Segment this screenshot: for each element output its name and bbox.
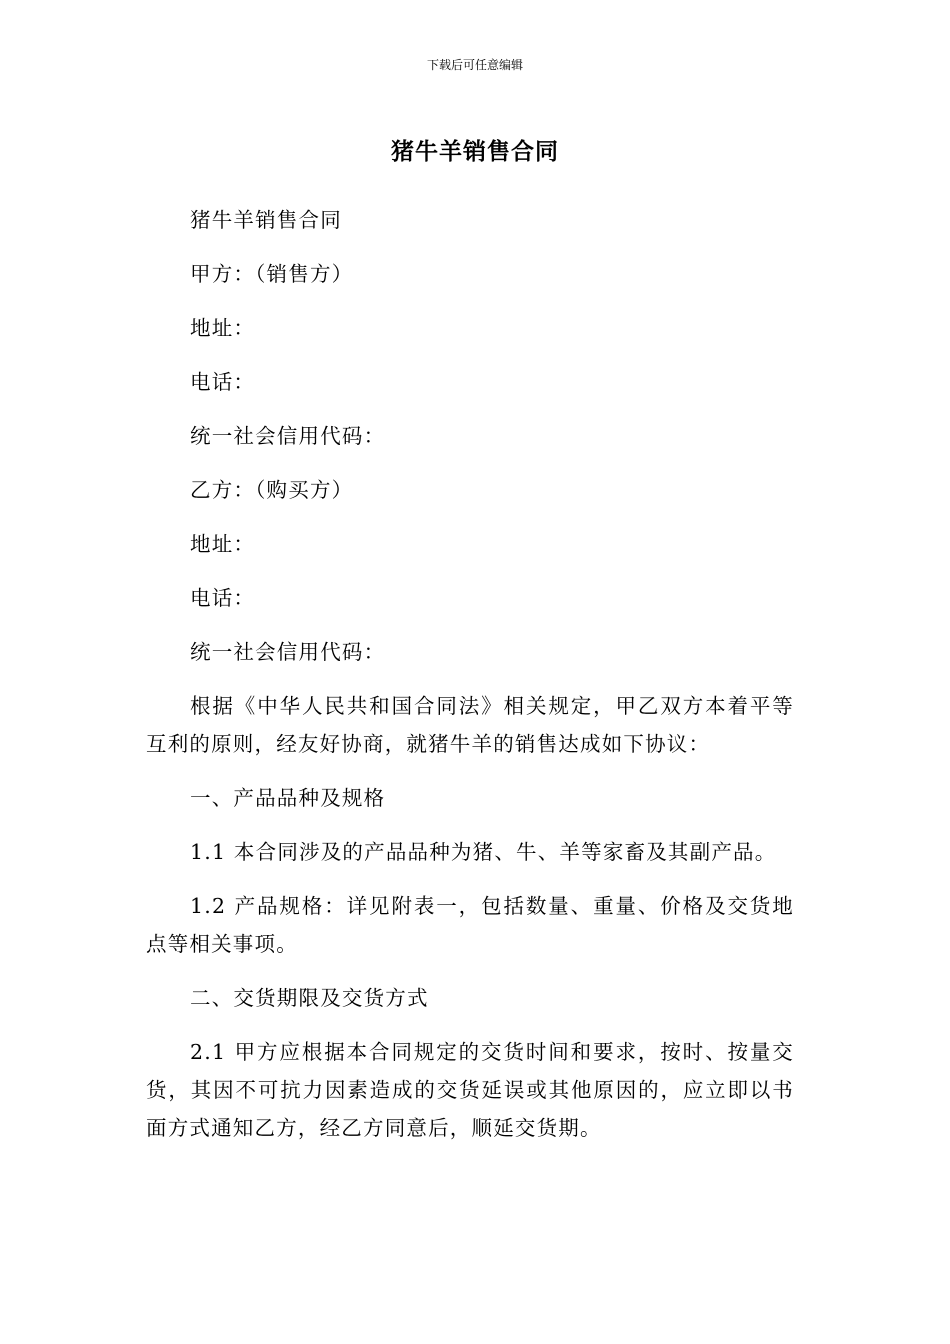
- header-note: 下载后可任意编辑: [426, 58, 523, 72]
- clause-1-2: 1.2 产品规格：详见附表一，包括数量、重量、价格及交货地点等相关事项。: [146, 894, 794, 956]
- party-a-address: 地址：: [190, 316, 256, 340]
- party-b-credit-code: 统一社会信用代码：: [190, 640, 386, 664]
- clause-1-1: 1.1 本合同涉及的产品品种为猪、牛、羊等家畜及其副产品。: [190, 840, 777, 864]
- subtitle-paragraph: 猪牛羊销售合同: [190, 208, 342, 232]
- document-body: [146, 201, 794, 1163]
- document-title: 猪牛羊销售合同: [391, 139, 559, 165]
- section-heading-2: 二、交货期限及交货方式: [190, 986, 429, 1010]
- section-heading-1: 一、产品品种及规格: [190, 786, 386, 810]
- clause-2-1: 2.1 甲方应根据本合同规定的交货时间和要求，按时、按量交货，其因不可抗力因素造成的交货延误或其他原因的，应立即以书面方式通知乙方，经乙方同意后，顺延交货期。: [146, 1040, 794, 1140]
- party-b-phone: 电话：: [190, 586, 256, 610]
- party-a-line: 甲方：（销售方）: [190, 262, 354, 286]
- party-a-phone: 电话：: [190, 370, 256, 394]
- party-a-credit-code: 统一社会信用代码：: [190, 424, 386, 448]
- party-b-address: 地址：: [190, 532, 256, 556]
- preamble-paragraph: 根据《中华人民共和国合同法》相关规定，甲乙双方本着平等互利的原则，经友好协商，就猪牛羊的销售达成如下协议：: [146, 694, 794, 756]
- party-b-line: 乙方：（购买方）: [190, 478, 354, 502]
